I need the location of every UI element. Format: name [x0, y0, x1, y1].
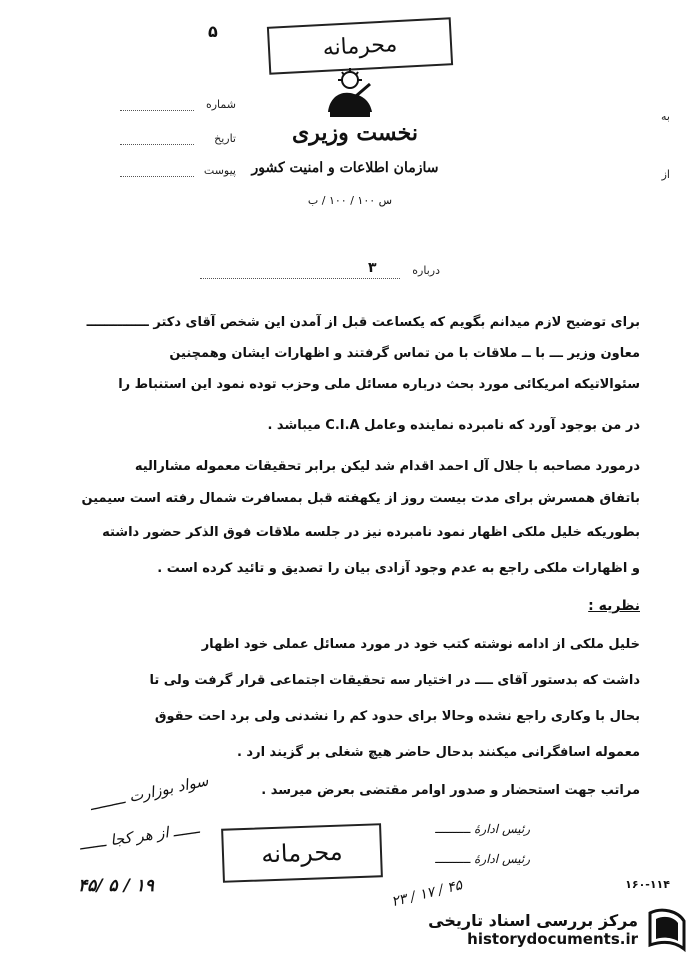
number-label: شماره: [205, 98, 236, 111]
header-ref: س ۱۰۰ / ۱۰۰ / ب: [307, 194, 393, 207]
lion-and-sun-emblem-icon: [320, 66, 380, 122]
signature-line-2: رئیس ادارهٔ ــــــــــ: [435, 852, 530, 866]
body-line-4: در من بوجود آورد که نامبرده نماینده وعامل C.I.A میباشد .: [267, 418, 640, 433]
notes-line-5: مراتب جهت استحضار و صدور اوامر مقتضی بعرض میرسد .: [261, 783, 640, 798]
body-line-2: معاون وزیر ـــ با ــ ملاقات با من تماس گرفتند و اظهارات ایشان وهمچنین: [169, 346, 640, 361]
subject-label: درباره: [412, 264, 440, 277]
subject-field-line: [200, 278, 400, 279]
header-org: سازمان اطلاعات و امنیت کشور: [251, 160, 439, 176]
notes-line-4: معموله اسافگرانی میکنند بدحال حاضر هیچ شغلی بر گزیند ارد .: [236, 745, 640, 760]
to-label: به: [661, 110, 670, 123]
notes-title: نظریه :: [588, 598, 640, 614]
attachment-field-line: [120, 176, 194, 177]
date-label: تاریخ: [214, 132, 236, 145]
notes-line-1: خلیل ملکی از ادامه نوشته کتب خود در مورد مسائل عملی خود اظهار: [201, 637, 640, 652]
attachment-label: پیوست: [203, 164, 236, 177]
notes-line-2: داشت که بدستور آقای ــــ در اختیار سه تحقیقات اجتماعی قرار گرفت ولی تا: [149, 673, 640, 688]
from-label: از: [661, 168, 670, 181]
watermark-line-2: historydocuments.ir: [467, 929, 638, 948]
notes-line-3: بحال با وکاری راجع نشده وحالا برای حدود کم را نشدنی ولی برد احت حقوق: [154, 709, 640, 724]
bottom-date: ۲۳ / ۱۷ / ۴۵: [389, 877, 464, 911]
body-line-1: برای توضیح لازم میدانم بگویم که یکساعت قبل از آمدن این شخص آقای دکتر ــــــــــــــ: [86, 315, 640, 330]
watermark-line-1: مرکز بررسی اسناد تاریخی: [428, 910, 638, 930]
header-title: نخست وزیری: [292, 120, 418, 146]
bottom-stamp-text: محرمانه: [260, 837, 344, 869]
margin-note-2: ــــــ از هر کجا ــــــ: [78, 818, 201, 854]
signature-line-1: رئیس ادارهٔ ــــــــــ: [435, 822, 530, 836]
page-mark: ۵: [208, 22, 218, 41]
top-stamp-text: محرمانه: [322, 31, 398, 61]
body-line-8: و اظهارات ملکی راجع به عدم وجود آزادی بیان را تصدیق و تائید کرده است .: [157, 561, 640, 576]
margin-note-date: ۴۵/ ۵ / ۱۹: [78, 876, 154, 896]
body-line-6: باتفاق همسرش برای مدت بیست روز از یکهفته قبل بمسافرت شمال رفته است سیمین: [81, 491, 640, 506]
page-number: ۳: [368, 260, 377, 276]
body-line-7: بطوریکه خلیل ملکی اظهار نمود نامبرده نیز در جلسه ملاقات فوق الذکر حضور داشته: [102, 525, 640, 540]
date-field-line: [120, 144, 194, 145]
bottom-secret-stamp: [221, 823, 383, 883]
archive-logo-icon: [644, 905, 688, 953]
number-field-line: [120, 110, 194, 111]
body-line-3: سئوالاتیکه امریکائی مورد بحث درباره مسائل ملی وحزب توده نمود این استنباط را: [118, 377, 640, 392]
document-code: ۱۶۰-۱۱۴: [625, 878, 670, 891]
archive-watermark: [420, 900, 688, 958]
body-line-5: درمورد مصاحبه با جلال آل احمد اقدام شد لیکن برابر تحقیقات معموله مشارالیه: [134, 459, 640, 474]
margin-note-1: سواد بوزارت ــــــــ: [88, 771, 210, 815]
